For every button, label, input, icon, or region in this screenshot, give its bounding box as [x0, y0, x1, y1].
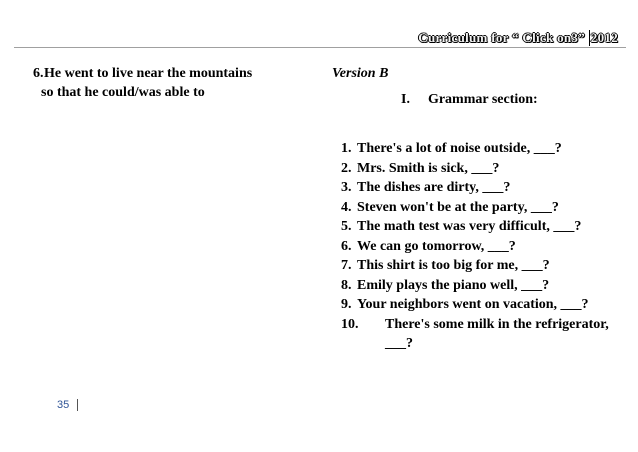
left-item-line1: He went to live near the mountains — [44, 66, 253, 81]
question-number: 7. — [341, 258, 352, 273]
question-number: 6. — [341, 238, 352, 254]
question-item — [341, 139, 631, 159]
question-number: 10. — [341, 316, 359, 332]
question-number: 3. — [341, 180, 352, 195]
question-number: 5. — [341, 219, 352, 234]
header-rule — [14, 47, 626, 48]
left-column — [33, 64, 313, 102]
question-list — [341, 139, 631, 354]
question-text: The dishes are dirty, ___? — [357, 180, 511, 195]
question-number: 1. — [341, 141, 352, 156]
question-text: Steven won't be at the party, ___? — [357, 199, 559, 215]
question-item — [341, 217, 631, 237]
question-number: 8. — [341, 277, 352, 293]
question-text: We can go tomorrow, ___? — [357, 238, 516, 254]
question-item — [341, 315, 631, 354]
question-text: This shirt is too big for me, ___? — [357, 258, 550, 273]
question-item — [341, 256, 631, 276]
question-item — [341, 178, 631, 198]
question-text: Emily plays the piano well, ___? — [357, 277, 550, 293]
page-number: 35 — [57, 399, 78, 411]
left-item — [33, 64, 313, 83]
section-roman: I. — [401, 92, 410, 107]
question-number: 2. — [341, 160, 352, 176]
section-heading — [401, 92, 538, 108]
question-text: There's a lot of noise outside, ___? — [357, 141, 562, 156]
question-number: 4. — [341, 199, 352, 215]
header-year: 2012 — [590, 30, 618, 45]
question-item — [341, 276, 631, 296]
question-item — [341, 198, 631, 218]
version-label: Version B — [332, 66, 389, 81]
question-text: Mrs. Smith is sick, ___? — [357, 160, 500, 176]
question-item — [341, 295, 631, 315]
question-item — [341, 237, 631, 257]
left-item-number: 6. — [33, 66, 44, 81]
question-number: 9. — [341, 297, 352, 312]
question-text: Your neighbors went on vacation, ___? — [357, 297, 589, 312]
question-text: There's some milk in the refrigerator, ___? — [385, 316, 609, 351]
header-title: Curriculum for “ Click on3” — [418, 30, 590, 46]
question-text: The math test was very difficult, ___? — [357, 219, 582, 234]
question-item — [341, 159, 631, 179]
section-title: Grammar section: — [427, 92, 538, 107]
left-item-line2: so that he could/was able to — [41, 85, 205, 100]
